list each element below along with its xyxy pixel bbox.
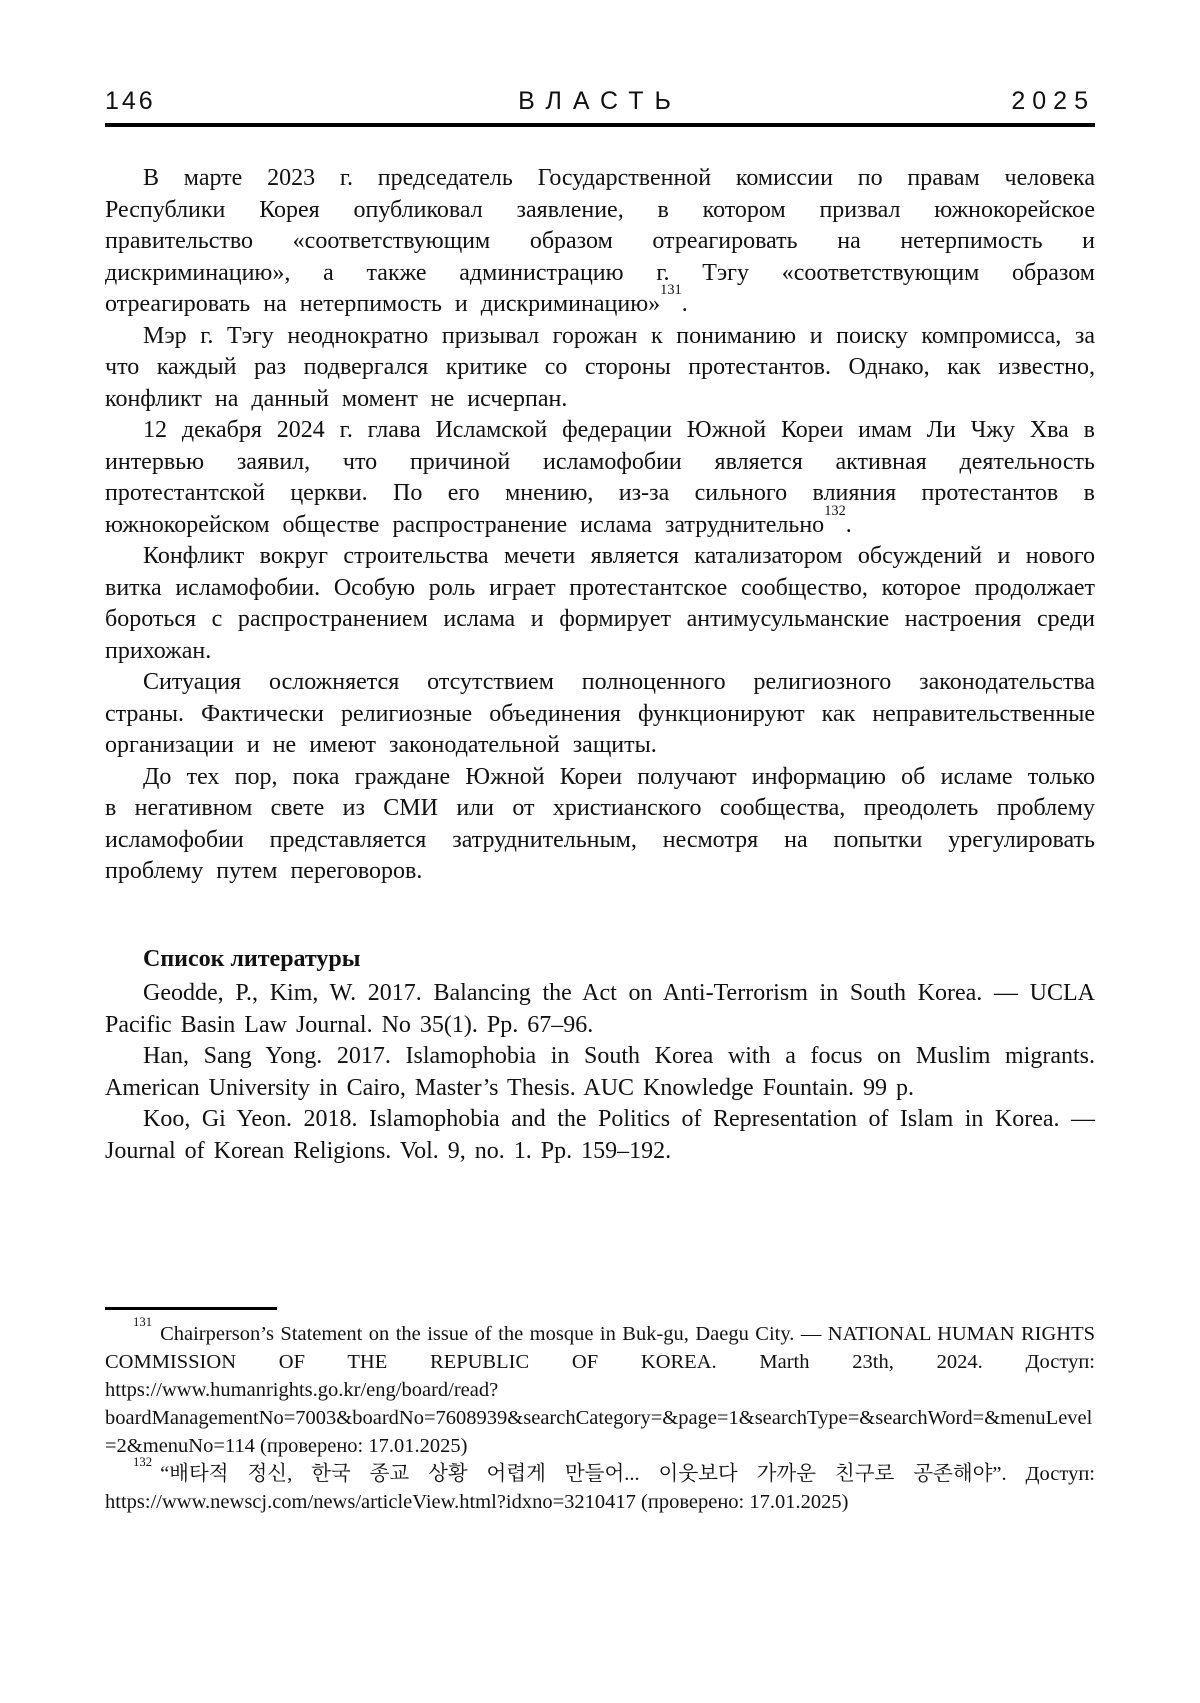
paragraph-text: Мэр г. Тэгу неоднократно призывал горожан к пониманию и поиску компромисса, за что каждый раз подвергался критике со стороны протестантов. Однако, как известно, конфликт на данный момент не исчерпан. [105, 322, 1095, 412]
bibliography-heading: Список литературы [143, 945, 361, 972]
footnote-ref-132: 132 [824, 502, 846, 519]
footnotes-section [105, 1307, 1095, 1516]
journal-year: 2025 [1011, 87, 1095, 115]
bibliography-section [105, 944, 1095, 1168]
body-paragraph-3 [105, 415, 1095, 541]
bibliography-entry-2: Han, Sang Yong. 2017. Islamophobia in South Korea with a focus on Muslim migrants. American University in Cairo, Master’s Thesis. AUC Knowledge Fountain. 99 p. [105, 1043, 1095, 1101]
footnote-marker-132: 132 [133, 1454, 153, 1469]
body-paragraph-4 [105, 541, 1095, 667]
page-number: 146 [105, 87, 156, 115]
footnote-ref-131: 131 [660, 282, 682, 299]
footnote-132 [105, 1454, 1095, 1516]
paragraph-tail: . [845, 511, 852, 538]
page-header [105, 86, 1095, 116]
body-paragraph-2 [105, 321, 1095, 416]
bibliography-entry-3: Koo, Gi Yeon. 2018. Islamophobia and the Politics of Representation of Islam in Korea. — Journal of Korean Religions. Vol. 9, no. 1. Pp. 159–192. [105, 1106, 1095, 1164]
header-rule [105, 123, 1095, 127]
journal-title: ВЛАСТЬ [518, 87, 682, 115]
bibliography-entry-1: Geodde, P., Kim, W. 2017. Balancing the Act on Anti-Terrorism in South Korea. — UCLA Pacific Basin Law Journal. No 35(1). Pp. 67–96. [105, 980, 1095, 1038]
paragraph-text: В марте 2023 г. председатель Государственной комиссии по правам человека Республики Корея опубликовал заявление, в котором призвал южнокорейское правительство «соответствующим образом отреагировать на нетерпимость и дискриминацию», а также администрацию г. Тэгу «соответствующим образом отреагировать на нетерпимость и дискриминацию» [105, 165, 1095, 317]
footnote-separator [105, 1307, 277, 1310]
paragraph-text: 12 декабря 2024 г. глава Исламской федерации Южной Кореи имам Ли Чжу Хва в интервью заявил, что причиной исламофобии является активная деятельность протестантской церкви. По его мнению, из-за сильного влияния протестантов в южнокорейском обществе распространение ислама затруднительно [105, 417, 1095, 538]
body-paragraph-6 [105, 762, 1095, 888]
paragraph-text: Ситуация осложняется отсутствием полноценного религиозного законодательства страны. Фактически религиозные объединения функционируют как неправительственные организации и не имеют законодательной защиты. [105, 669, 1095, 758]
footnote-text-132: “배타적 정신, 한국 종교 상황 어렵게 만들어... 이웃보다 가까운 친구로 공존해야”. Доступ: https://www.newscj.com/news/articleView.html?idxno=3210417 (проверено: 17.01.2025) [105, 1463, 1095, 1513]
footnote-text-131: Chairperson’s Statement on the issue of the mosque in Buk-gu, Daegu City. — NATIONAL HUMAN RIGHTS COMMISSION OF THE REPUBLIC OF KOREA. Marth 23th, 2024. Доступ: https://www.humanrights.go.kr/eng/board/read?boardManagementNo=7003&boardNo=7608939&searchCategory=&page=1&searchType=&searchWord=&menuLevel=2&menuNo=114 (проверено: 17.01.2025) [105, 1323, 1095, 1457]
body-paragraph-1 [105, 163, 1095, 321]
paragraph-text: Конфликт вокруг строительства мечети является катализатором обсуждений и нового витка исламофобии. Особую роль играет протестантское сообщество, которое продолжает бороться с распространением ислама и формирует антимусульманские настроения среди прихожан. [105, 543, 1095, 664]
paragraph-text: До тех пор, пока граждане Южной Кореи получают информацию об исламе только в негативном свете из СМИ или от христианского сообщества, преодолеть проблему исламофобии представляется затруднительным, несмотря на попытки урегулировать проблему путем переговоров. [105, 763, 1095, 884]
footnote-131 [105, 1314, 1095, 1460]
paragraph-tail: . [681, 291, 688, 317]
article-body [105, 163, 1095, 888]
footnote-marker-131: 131 [133, 1314, 153, 1329]
body-paragraph-5 [105, 667, 1095, 762]
